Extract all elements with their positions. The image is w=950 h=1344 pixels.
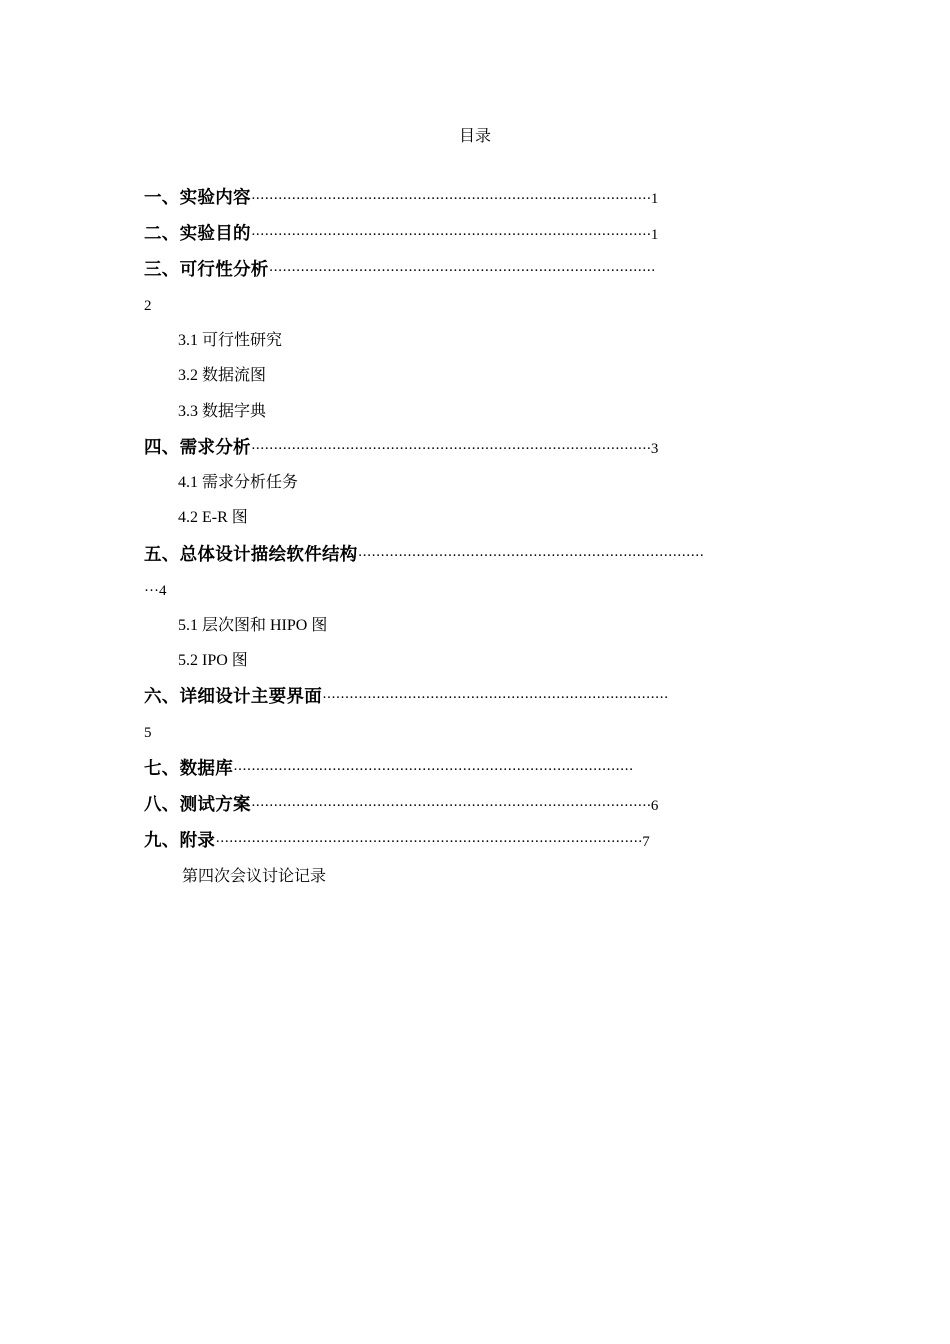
toc-leader-dots: ······························································································· (215, 834, 643, 850)
toc-continuation: 2 (144, 298, 152, 314)
toc-entry-label: 一、实验内容 (144, 188, 251, 208)
toc-leader-dots: ························································································· (250, 441, 651, 457)
toc-entry (144, 544, 704, 567)
toc-entry (144, 794, 659, 817)
toc-title: 目录 (458, 128, 491, 145)
toc-subentry: 5.2 IPO 图 (178, 652, 248, 669)
toc-entry-label: 四、需求分析 (144, 438, 251, 458)
toc-page-number: 1 (650, 191, 659, 207)
toc-leader-dots: ············································································· (322, 690, 669, 706)
toc-entry-label: 三、可行性分析 (144, 260, 269, 280)
toc-subentry: 3.3 数据字典 (178, 403, 267, 420)
toc-page-number: 3 (650, 441, 659, 457)
toc-entry-label: 八、测试方案 (144, 795, 251, 815)
toc-subentry: 4.2 E-R 图 (178, 509, 248, 526)
toc-page-number: 6 (650, 798, 659, 814)
toc-subentry: 3.1 可行性研究 (178, 332, 283, 349)
toc-leader-dots: ························································································· (250, 227, 651, 243)
toc-leader-dots: ······················································································ (268, 263, 656, 279)
toc-entry (144, 223, 659, 246)
toc-subentry: 第四次会议讨论记录 (182, 868, 327, 885)
toc-page-number: 1 (650, 227, 659, 243)
toc-leader-dots: ························································································· (250, 191, 651, 207)
toc-subentry: 5.1 层次图和 HIPO 图 (178, 617, 328, 634)
toc-entry (144, 187, 659, 210)
toc-continuation: 5 (144, 725, 152, 741)
toc-entry-label: 五、总体设计描绘软件结构 (144, 545, 358, 565)
toc-subentry: 4.1 需求分析任务 (178, 474, 299, 491)
toc-leader-dots: ························································································· (250, 798, 651, 814)
toc-subentry: 3.2 数据流图 (178, 367, 267, 384)
toc-entry (144, 830, 650, 853)
toc-continuation: ···4 (144, 583, 167, 599)
toc-entry-label: 九、附录 (144, 831, 216, 851)
toc-entry (144, 758, 633, 781)
toc-entry-label: 二、实验目的 (144, 224, 251, 244)
toc-entry (144, 259, 655, 282)
toc-entry (144, 686, 668, 709)
toc-entry-label: 七、数据库 (144, 759, 233, 779)
toc-entry (144, 437, 659, 460)
toc-page-number: 7 (642, 834, 651, 850)
toc-leader-dots: ························································································· (233, 762, 634, 778)
toc-entry-label: 六、详细设计主要界面 (144, 687, 322, 707)
toc-leader-dots: ············································································· (357, 548, 704, 564)
